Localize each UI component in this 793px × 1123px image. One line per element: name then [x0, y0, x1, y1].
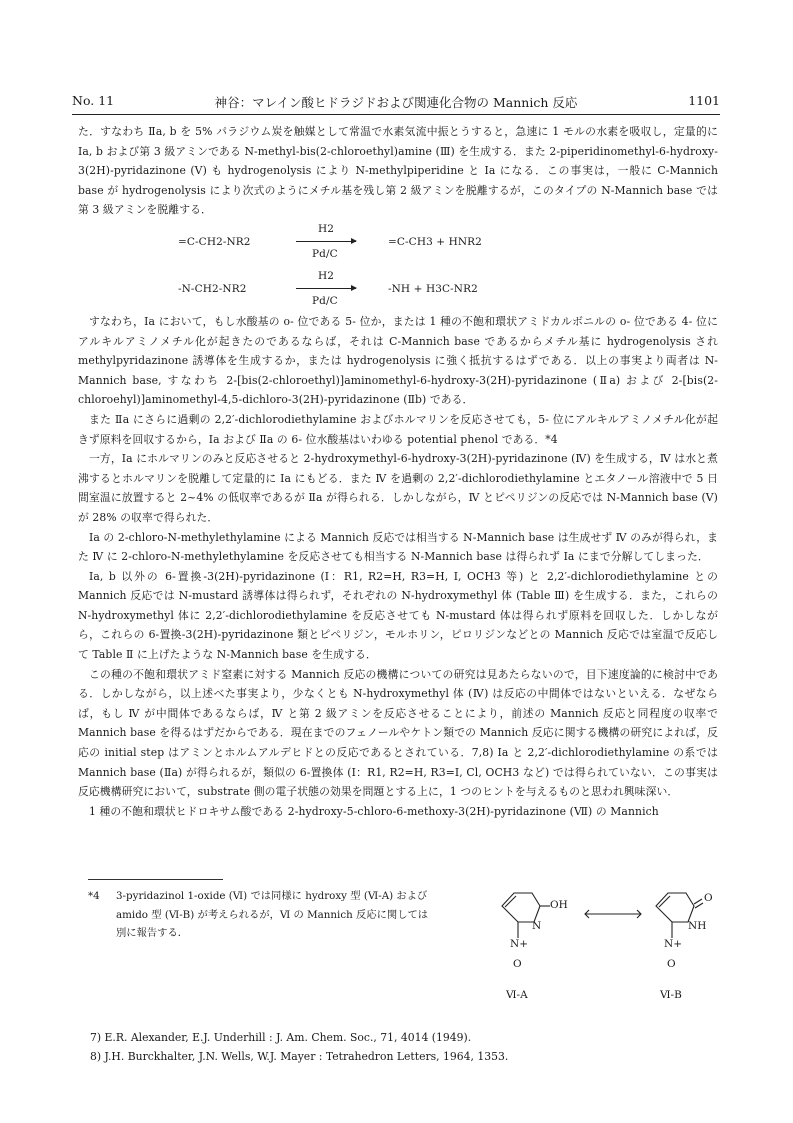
paragraph-1: た．すなわち Ⅱa, b を 5% パラジウム炭を触媒として常温で水素気流中振とうすると，急速に 1 モルの水素を吸収し，定量的に Ia, b および第 3 級アミンである N-methyl-bis(2-chloroethyl)amine (Ⅲ) を生成する．また 2-piperidinomethyl-6-hydroxy-3(2H)-pyridazinone (V) も hydrogenolysis により N-methylpiperidine と Ia になる．この事実は，一般に C-Mannich base が hydrogenolysis により次式のようにメチル基を残し第 2 級アミンを脱離するが，このタイプの N-Mannich base では第 3 級アミンを脱離する． [78, 125, 718, 217]
running-title: 神谷：マレイン酸ヒドラジドおよび関連化合物の Mannich 反応 [214, 95, 578, 110]
paragraph-4: 一方，Ia にホルマリンのみと反応させると 2-hydroxymethyl-6-hydroxy-3(2H)-pyridazinone (Ⅳ) を生成する，Ⅳ は水と煮沸するとホルマリンを脱離して定量的に Ia にもどる．また Ⅳ を過剰の 2,2′-dichlorodiethylamine とエタノール溶液中で 5 日間室温に放置すると 2~4% の低収率であるが Ⅱa が得られる．しかしながら，Ⅳ とピペリジンの反応では N-Mannich base (V) が 28% の収率で得られた． [78, 452, 718, 524]
label-n-plus-b: N+ [664, 938, 682, 950]
label-n-plus-a: N+ [510, 938, 528, 950]
scheme-r1-right: =C-CH3 + HNR2 [388, 235, 482, 248]
label-oh: OH [550, 899, 568, 911]
footnote [88, 887, 433, 943]
scheme-r1-catalyst: Pd/C [312, 247, 338, 260]
footnote-text: 3-pyridazinol 1-oxide (Ⅵ) では同様に hydroxy 型 (Ⅵ-A) および amido 型 (Ⅵ-B) が考えられるが，Ⅵ の Mannich 反応に関しては別に報告する． [116, 890, 429, 939]
label-o-b: O [667, 958, 676, 970]
footnote-mark: *4 [88, 890, 100, 902]
paragraph-6: Ia, b 以外の 6-置換-3(2H)-pyridazinone (I：R1, R2=H, R3=H, I, OCH3 等) と 2,2′-dichlorodiethylamine との Mannich 反応では N-mustard 誘導体は得られず，それぞれの N-hydroxymethyl 体 (Table Ⅲ) を生成する．また，これらの N-hydroxymethyl 体に 2,2′-dichlorodiethylamine を反応させても N-mustard 体は得られず原料を回収した．しかしながら，これらの 6-置換-3(2H)-pyridazinone 類とピペリジン，モルホリン，ピロリジンなどとの Mannich 反応では室温で反応して Table Ⅱ に上げたような N-Mannich base を生成する． [78, 569, 718, 662]
header-rule [72, 114, 720, 115]
references [90, 1028, 710, 1066]
page-number: 1101 [688, 93, 720, 108]
scheme-r1-left: =C-CH2-NR2 [178, 235, 251, 248]
reaction-arrow-1 [296, 241, 356, 242]
scheme-r2-reagent: H2 [318, 269, 335, 282]
label-vi-a: Ⅵ-A [506, 989, 528, 1001]
tautomer-structures [488, 882, 728, 1012]
body-text [78, 122, 718, 821]
reference-7: 7) E.R. Alexander, E.J. Underhill : J. Am. Chem. Soc., 71, 4014 (1949). [90, 1031, 472, 1044]
scheme-r1-reagent: H2 [318, 222, 335, 235]
scheme-r2-right: -NH + H3C-NR2 [388, 282, 478, 295]
label-n: N [532, 920, 542, 932]
reference-8: 8) J.H. Burckhalter, J.N. Wells, W.J. Mayer : Tetrahedron Letters, 1964, 1353. [90, 1050, 509, 1063]
label-o-a: O [513, 958, 522, 970]
scheme-r2-left: -N-CH2-NR2 [178, 282, 247, 295]
label-vi-b: Ⅵ-B [660, 989, 682, 1001]
paragraph-2: すなわち，Ia において，もし水酸基の o- 位である 5- 位か，または 1 種の不飽和環状アミドカルボニルの o- 位である 4- 位にアルキルアミノメチル化が起きたのであるならば，それは C-Mannich base であるからメチル基に hydrogenolysis され methylpyridazinone 誘導体を生成するか，または hydrogenolysis に強く抵抗するはずである．以上の事実より両者は N-Mannich base, すなわち 2-[bis(2-chloroethyl)]aminomethyl-6-hydroxy-3(2H)-pyridazinone (Ⅱa) および 2-[bis(2-chloroehyl)]aminomethyl-4,5-dichloro-3(2H)-pyridazinone (Ⅱb) である． [78, 314, 718, 407]
label-nh: NH [688, 920, 707, 932]
hydrogenolysis-scheme [78, 220, 718, 312]
paragraph-8: 1 種の不飽和環状ヒドロキサム酸である 2-hydroxy-5-chloro-6-methoxy-3(2H)-pyridazinone (Ⅶ) の Mannich [89, 804, 659, 818]
running-header [72, 93, 720, 111]
reaction-arrow-2 [296, 288, 356, 289]
scheme-r2-catalyst: Pd/C [312, 294, 338, 307]
paragraph-3: また Ⅱa にさらに過剰の 2,2′-dichlorodiethylamine およびホルマリンを反応させても，5- 位にアルキルアミノメチル化が起きず原料を回収するから，Ia および Ⅱa の 6- 位水酸基はいわゆる potential phenol である．*4 [78, 412, 718, 446]
ring-a [502, 893, 540, 922]
footnote-divider [88, 879, 223, 880]
issue-number: No. 11 [72, 93, 115, 108]
label-carbonyl-o: O [704, 892, 713, 904]
paragraph-5: Ia の 2-chloro-N-methylethylamine による Mannich 反応では相当する N-Mannich base は生成せず Ⅳ のみが得られ，また Ⅳ に 2-chloro-N-methylethylamine を反応させても相当する N-Mannich base は得られず Ia にまで分解してしまった． [78, 530, 719, 564]
ring-b [656, 893, 694, 922]
paragraph-7: この種の不飽和環状アミド窒素に対する Mannich 反応の機構についての研究は見あたらないので，目下速度論的に検討中である．しかしながら，以上述べた事実より，少なくとも N-hydroxymethyl 体 (Ⅳ) は反応の中間体ではないといえる．なぜならば，もし Ⅳ が中間体であるならば，Ⅳ と第 2 級アミンを反応させることにより，前述の Mannich 反応と同程度の収率で Mannich base を得るはずだからである．現在までのフェノールやケトン類での Mannich 反応に関する機構の研究によれば，反応の initial step はアミンとホルムアルデヒドとの反応であるとされている．7,8) Ia と 2,2′-dichlorodiethylamine の系では Mannich base (Ⅱa) が得られるが，類似の 6-置換体 (I：R1, R2=H, R3=I, Cl, OCH3 など) では得られていない．この事実は反応機構研究において，substrate 側の電子状態の効果を問題とする上に，1 つのヒントを与えるものと思われ興味深い． [78, 667, 718, 799]
